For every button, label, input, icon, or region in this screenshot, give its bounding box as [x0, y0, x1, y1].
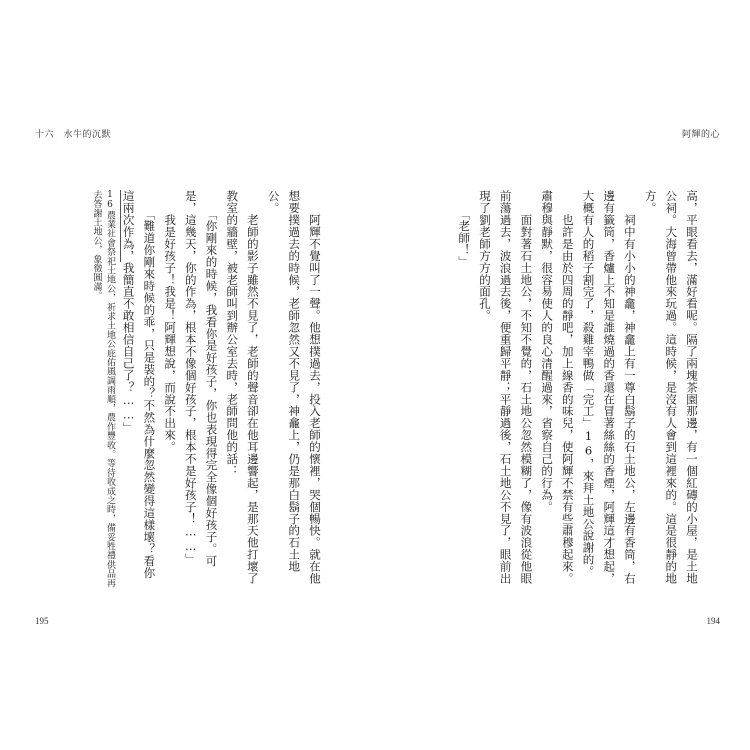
- book-title-header: 阿輝的心: [681, 130, 720, 140]
- left-page-body-text: 阿輝不覺叫了一聲。他想撲過去，投入老師的懷裡，哭個暢快。就在他想要撲過去的時候，老師忽然又不見了，神龕上，仍是那白鬍子的石土地公。 老師的影子雖然不見了，老師的聲音卻在他耳邊響起，是那天他打壞了教室的牆壁，被老師叫到辦公室去時，老師問他的話： 「你剛來的時候，我看你是好孩子，你也表現得完全像個好孩子。可是，這幾天，你的作為，根本不像個好孩子，根本不是好孩子！……」 我是好孩子！我是！阿輝想說，而說不出來。 「難道你剛來時候的乖，只是裝的？不然為什麼忽然變得這樣壞？看你這兩次作為，我簡直不敢相信自己了？……」: [121, 190, 322, 585]
- right-page-body-text: 高，平眼看去，滿好看呢。隔了兩塊茶園那邊，有一個紅磚的小屋，是土地公祠。大海曾帶他來玩過。這時候，是沒有人會到這裡來的。這是很靜的地方。 祠中有小小的神龕，神龕上有一尊白鬍子的石土地公，左邊有香筒，右邊有籤筒，香爐上不知是誰燒過的香還在冒著絲絲的香煙，阿輝這才想起，大概有人的稻子割完了，殺雞宰鴨做「完工」16，來拜土地公說謝的。 也許是由於四周的靜吧，加上線香的味兒，使阿輝不禁有些肅穆起來。肅穆與靜默，很容易使人的良心清醒過來，省察自己的行為。 面對著石土地公，不知不覺的，石土地公忽然模糊了，像有波浪從他眼前蕩過去，波浪過去後，便重歸平靜；平靜過後，石土地公不見了，眼前出現了劉老師方方的面孔。 「老師！」: [457, 190, 699, 585]
- footnote-divider: [120, 190, 121, 262]
- footnote-text: 16農業社會祭祀土地公，祈求土地公庇佑風調雨順，農作豐收。等待收成之時，備妥牲禮供品再去答謝土地公，象徵圓滿。: [91, 190, 115, 588]
- page-number-right: 194: [706, 616, 720, 626]
- page-number-left: 195: [35, 616, 49, 626]
- right-page: [375, 0, 750, 750]
- chapter-header: 十六 水牛的沉默: [35, 130, 112, 140]
